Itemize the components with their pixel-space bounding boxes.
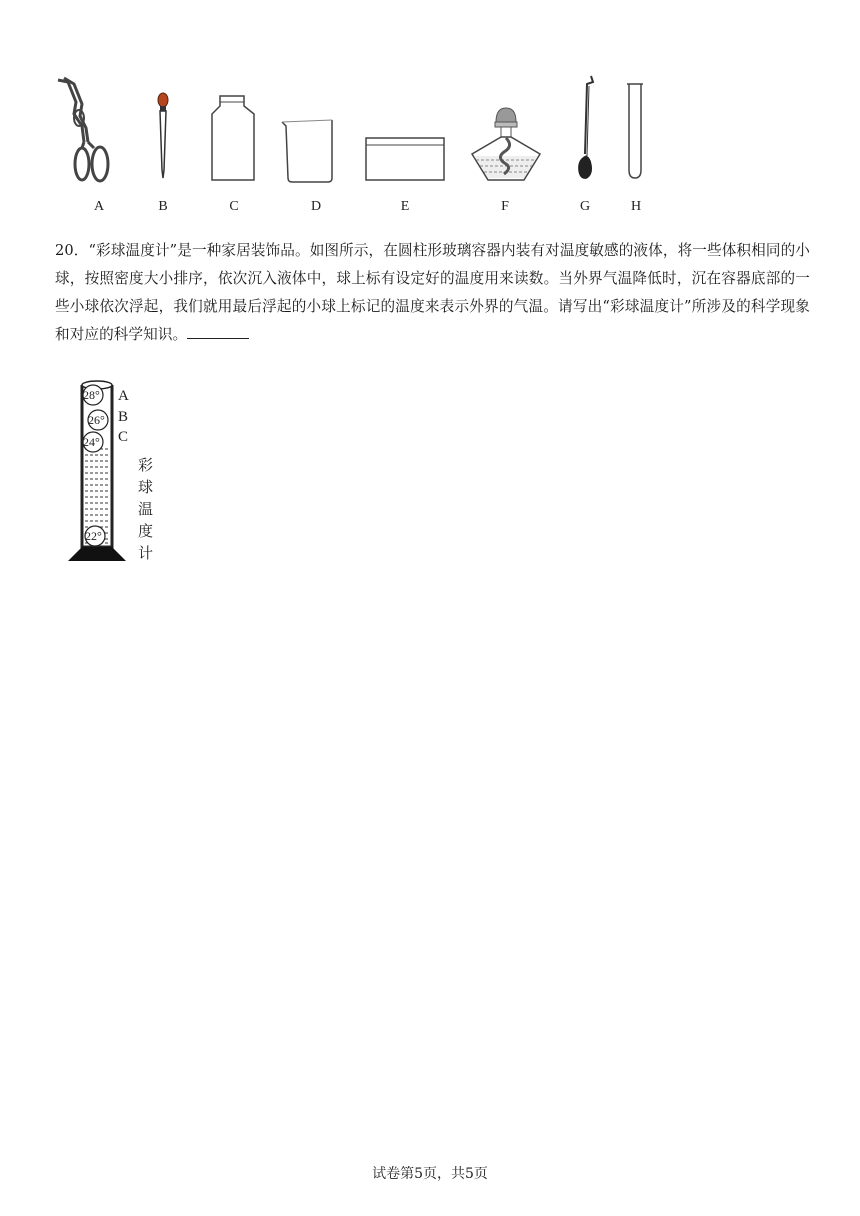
caption-char-2: 球 <box>138 478 154 496</box>
question-text: “彩球温度计”是一种家居装饰品。如图所示，在圆柱形玻璃容器内装有对温度敏感的液体，将一些体积相同的小球，按照密度大小排序，依次沉入液体中，球上标有设定好的温度用来读数。当外界气温降低时，沉在容器底部的一些小球依次浮起，我们就用最后浮起的小球上标记的温度来表示外界的气温。请写出“彩球温度计”所涉及的科学现象和对应的科学知识。 <box>55 242 810 343</box>
apparatus-figure <box>40 70 680 220</box>
apparatus-label-h: H <box>630 199 642 214</box>
apparatus-label-d: D <box>310 199 322 214</box>
question-20 <box>55 237 810 349</box>
answer-blank[interactable] <box>187 324 249 339</box>
apparatus-label-b: B <box>158 199 168 214</box>
question-number: 20． <box>55 242 89 259</box>
apparatus-label-f: F <box>501 199 509 214</box>
caption-char-1: 彩 <box>138 456 154 474</box>
page-footer: 试卷第5页，共5页 <box>372 1166 488 1182</box>
caption-char-3: 温 <box>138 500 154 518</box>
ball-b-label: 26° <box>88 413 105 427</box>
ball-bottom-label: 22° <box>85 529 102 543</box>
thermometer-drawing <box>60 375 170 570</box>
caption-char-4: 度 <box>138 522 154 540</box>
apparatus-label-a: A <box>93 199 105 214</box>
ball-thermometer-figure <box>60 375 170 570</box>
caption-char-5: 计 <box>138 544 154 562</box>
apparatus-label-e: E <box>400 199 410 214</box>
ball-c-label: 24° <box>83 435 100 449</box>
letter-b: B <box>118 409 129 425</box>
apparatus-label-c: C <box>229 199 239 214</box>
ball-a-label: 28° <box>83 388 100 402</box>
apparatus-label-g: G <box>579 199 591 214</box>
letter-a: A <box>118 388 129 404</box>
letter-c: C <box>118 429 129 445</box>
